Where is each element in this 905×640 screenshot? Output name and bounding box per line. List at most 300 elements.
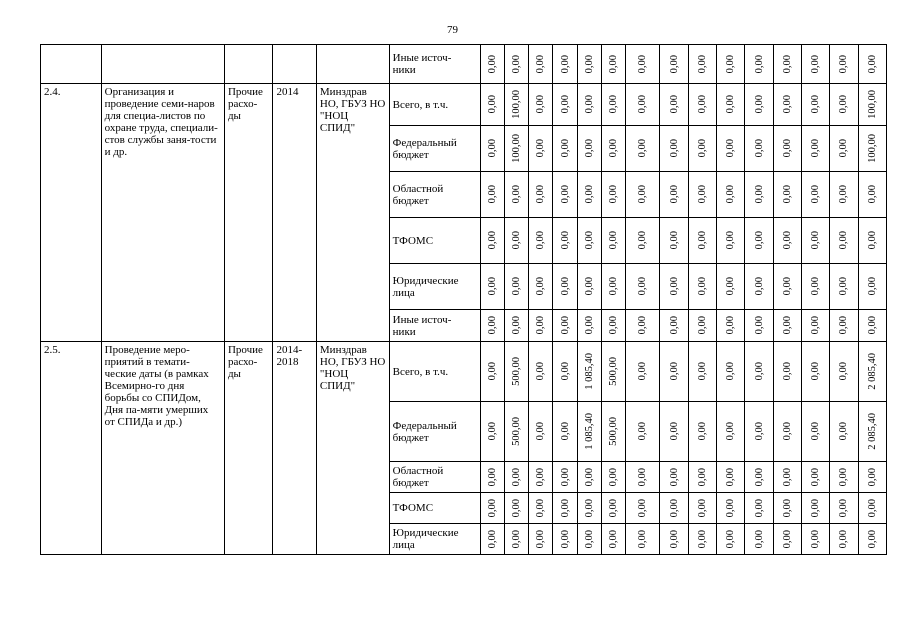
value-text: 0,00 — [781, 362, 793, 381]
value-cell — [801, 45, 829, 84]
value-text: 0,00 — [696, 231, 708, 250]
value-cell — [801, 342, 829, 402]
value-cell — [601, 84, 625, 126]
value-cell — [858, 218, 886, 264]
value-cell — [688, 493, 716, 524]
value-cell — [601, 172, 625, 218]
executor: Минздрав НО, ГБУЗ НО "НОЦ СПИД" — [316, 84, 389, 342]
value-cell — [858, 126, 886, 172]
value-text: 0,00 — [838, 498, 850, 518]
value-cell — [601, 45, 625, 84]
value-text: 0,00 — [866, 54, 878, 74]
value-text: 0,00 — [608, 277, 619, 296]
value-text: 0,00 — [810, 467, 822, 487]
value-cell — [858, 84, 886, 126]
value-text: 0,00 — [838, 529, 850, 549]
value-text: 0,00 — [608, 498, 619, 518]
value-text: 0,00 — [725, 95, 737, 114]
value-cell — [529, 493, 553, 524]
value-cell — [660, 84, 688, 126]
period — [273, 45, 316, 84]
value-cell — [801, 462, 829, 493]
value-text: 100,00 — [866, 134, 878, 163]
value-text: 0,00 — [668, 467, 680, 487]
value-text: 0,00 — [781, 231, 793, 250]
value-cell — [626, 172, 660, 218]
value-cell — [553, 524, 577, 555]
value-text: 0,00 — [559, 95, 571, 114]
value-text: 0,00 — [637, 467, 649, 487]
value-cell — [660, 218, 688, 264]
value-cell — [801, 84, 829, 126]
value-text: 0,00 — [559, 277, 571, 296]
value-text: 0,00 — [838, 316, 850, 335]
value-cell — [717, 524, 745, 555]
value-text: 2 085,40 — [866, 353, 878, 390]
value-cell — [626, 462, 660, 493]
value-text: 0,00 — [753, 422, 765, 441]
value-cell — [601, 462, 625, 493]
value-cell — [773, 462, 801, 493]
value-text: 0,00 — [696, 54, 708, 74]
value-text: 100,00 — [511, 90, 522, 119]
value-cell — [553, 462, 577, 493]
value-text: 0,00 — [535, 231, 547, 250]
value-cell — [504, 264, 528, 310]
value-text: 0,00 — [486, 277, 498, 296]
value-text: 0,00 — [559, 231, 571, 250]
value-cell — [577, 84, 601, 126]
value-cell — [688, 524, 716, 555]
value-cell — [553, 264, 577, 310]
value-text: 0,00 — [637, 316, 649, 335]
value-text: 1 085,40 — [583, 353, 595, 390]
value-text: 0,00 — [753, 231, 765, 250]
funding-source: Юридические лица — [389, 524, 480, 555]
value-text: 0,00 — [486, 467, 498, 487]
expense-type: Прочие расхо-ды — [224, 84, 273, 342]
value-text: 0,00 — [753, 54, 765, 74]
value-cell — [577, 402, 601, 462]
funding-source: Всего, в т.ч. — [389, 84, 480, 126]
value-text: 0,00 — [535, 467, 547, 487]
value-text: 0,00 — [486, 362, 498, 381]
value-cell — [717, 84, 745, 126]
value-cell — [553, 126, 577, 172]
value-text: 0,00 — [486, 231, 498, 250]
value-cell — [773, 402, 801, 462]
item-number: 2.5. — [41, 342, 102, 555]
value-text: 0,00 — [725, 362, 737, 381]
value-cell — [553, 84, 577, 126]
value-text: 0,00 — [753, 362, 765, 381]
value-text: 0,00 — [535, 54, 547, 74]
funding-source: ТФОМС — [389, 493, 480, 524]
value-text: 0,00 — [608, 316, 619, 335]
value-text: 100,00 — [511, 134, 522, 163]
value-cell — [529, 462, 553, 493]
value-cell — [858, 524, 886, 555]
value-cell — [717, 402, 745, 462]
value-cell — [529, 310, 553, 342]
value-text: 0,00 — [486, 316, 498, 335]
value-text: 0,00 — [559, 54, 571, 74]
value-cell — [830, 462, 858, 493]
value-cell — [553, 172, 577, 218]
value-cell — [480, 462, 504, 493]
value-text: 0,00 — [725, 277, 737, 296]
value-cell — [529, 126, 553, 172]
value-text: 0,00 — [583, 529, 595, 549]
value-text: 0,00 — [511, 529, 522, 549]
value-cell — [504, 402, 528, 462]
value-text: 500,00 — [608, 357, 619, 386]
value-cell — [688, 462, 716, 493]
value-text: 500,00 — [511, 357, 522, 386]
funding-source: Всего, в т.ч. — [389, 342, 480, 402]
value-text: 0,00 — [781, 422, 793, 441]
value-text: 0,00 — [511, 467, 522, 487]
value-cell — [745, 493, 773, 524]
value-cell — [626, 84, 660, 126]
value-cell — [717, 342, 745, 402]
value-text: 0,00 — [696, 316, 708, 335]
value-text: 0,00 — [559, 362, 571, 381]
value-cell — [480, 84, 504, 126]
value-text: 0,00 — [696, 95, 708, 114]
period: 2014 — [273, 84, 316, 342]
value-text: 0,00 — [535, 498, 547, 518]
value-text: 0,00 — [535, 362, 547, 381]
value-cell — [660, 462, 688, 493]
value-text: 0,00 — [511, 498, 522, 518]
value-text: 100,00 — [866, 90, 878, 119]
value-cell — [858, 493, 886, 524]
value-cell — [504, 45, 528, 84]
value-cell — [688, 84, 716, 126]
value-text: 0,00 — [696, 185, 708, 204]
value-cell — [626, 493, 660, 524]
value-cell — [858, 264, 886, 310]
value-cell — [858, 45, 886, 84]
value-cell — [745, 172, 773, 218]
value-text: 0,00 — [696, 422, 708, 441]
value-text: 0,00 — [725, 467, 737, 487]
value-cell — [773, 493, 801, 524]
value-cell — [577, 462, 601, 493]
value-cell — [773, 310, 801, 342]
value-cell — [626, 218, 660, 264]
value-cell — [830, 524, 858, 555]
value-text: 0,00 — [753, 529, 765, 549]
value-cell — [717, 264, 745, 310]
value-text: 0,00 — [559, 139, 571, 158]
funding-source: Иные источ- ники — [389, 45, 480, 84]
value-text: 0,00 — [668, 529, 680, 549]
value-cell — [553, 493, 577, 524]
value-cell — [660, 310, 688, 342]
value-text: 0,00 — [535, 185, 547, 204]
value-cell — [529, 402, 553, 462]
value-cell — [529, 218, 553, 264]
value-text: 0,00 — [486, 422, 498, 441]
value-text: 0,00 — [753, 95, 765, 114]
value-text: 0,00 — [781, 277, 793, 296]
value-text: 0,00 — [511, 316, 522, 335]
value-cell — [801, 218, 829, 264]
value-cell — [577, 218, 601, 264]
value-text: 0,00 — [810, 95, 822, 114]
value-text: 0,00 — [753, 185, 765, 204]
value-cell — [660, 264, 688, 310]
item-number: 2.4. — [41, 84, 102, 342]
value-cell — [626, 45, 660, 84]
value-cell — [717, 462, 745, 493]
value-cell — [688, 45, 716, 84]
value-text: 0,00 — [583, 139, 595, 158]
value-text: 0,00 — [668, 422, 680, 441]
value-text: 0,00 — [637, 139, 649, 158]
value-cell — [577, 126, 601, 172]
value-cell — [577, 264, 601, 310]
item-name: Организация и проведение семи-наров для специа-листов по охране труда, специали-стов службы заня-тости и др. — [101, 84, 224, 342]
value-text: 0,00 — [866, 185, 878, 204]
value-cell — [830, 45, 858, 84]
value-cell — [577, 45, 601, 84]
value-text: 0,00 — [583, 467, 595, 487]
executor: Минздрав НО, ГБУЗ НО "НОЦ СПИД" — [316, 342, 389, 555]
value-text: 0,00 — [608, 95, 619, 114]
value-cell — [577, 524, 601, 555]
value-text: 0,00 — [637, 362, 649, 381]
value-text: 0,00 — [810, 277, 822, 296]
value-cell — [858, 310, 886, 342]
value-cell — [745, 218, 773, 264]
value-text: 0,00 — [668, 54, 680, 74]
value-cell — [577, 172, 601, 218]
value-text: 0,00 — [725, 54, 737, 74]
value-cell — [830, 493, 858, 524]
funding-source: ТФОМС — [389, 218, 480, 264]
value-text: 0,00 — [810, 362, 822, 381]
value-text: 0,00 — [838, 139, 850, 158]
value-text: 500,00 — [608, 417, 619, 446]
value-cell — [801, 493, 829, 524]
table-row — [41, 342, 887, 402]
value-cell — [773, 172, 801, 218]
value-cell — [577, 342, 601, 402]
value-cell — [773, 45, 801, 84]
value-cell — [553, 342, 577, 402]
value-cell — [601, 402, 625, 462]
value-cell — [626, 264, 660, 310]
table-row — [41, 84, 887, 126]
value-cell — [717, 172, 745, 218]
value-text: 0,00 — [511, 54, 522, 74]
page-number: 79 — [447, 24, 458, 36]
value-cell — [858, 402, 886, 462]
value-cell — [717, 218, 745, 264]
value-text: 0,00 — [668, 139, 680, 158]
value-text: 0,00 — [559, 422, 571, 441]
value-text: 0,00 — [535, 277, 547, 296]
value-cell — [688, 402, 716, 462]
value-text: 0,00 — [535, 316, 547, 335]
value-text: 0,00 — [608, 139, 619, 158]
value-text: 0,00 — [583, 277, 595, 296]
value-text: 0,00 — [486, 139, 498, 158]
value-text: 0,00 — [810, 422, 822, 441]
value-text: 0,00 — [486, 498, 498, 518]
executor — [316, 45, 389, 84]
value-cell — [688, 264, 716, 310]
value-text: 0,00 — [559, 185, 571, 204]
value-text: 0,00 — [725, 316, 737, 335]
value-cell — [688, 126, 716, 172]
value-text: 0,00 — [696, 498, 708, 518]
value-cell — [717, 310, 745, 342]
value-text: 0,00 — [535, 422, 547, 441]
value-cell — [830, 172, 858, 218]
value-cell — [480, 45, 504, 84]
value-cell — [830, 402, 858, 462]
value-text: 0,00 — [781, 54, 793, 74]
funding-source: Областной бюджет — [389, 462, 480, 493]
value-cell — [801, 126, 829, 172]
value-text: 0,00 — [608, 185, 619, 204]
value-text: 0,00 — [781, 139, 793, 158]
value-cell — [773, 84, 801, 126]
value-text: 0,00 — [486, 529, 498, 549]
value-text: 0,00 — [725, 139, 737, 158]
value-cell — [601, 493, 625, 524]
value-cell — [626, 342, 660, 402]
value-cell — [553, 218, 577, 264]
value-text: 0,00 — [838, 95, 850, 114]
value-cell — [830, 310, 858, 342]
value-cell — [504, 524, 528, 555]
value-text: 0,00 — [810, 529, 822, 549]
value-text: 0,00 — [838, 422, 850, 441]
value-text: 0,00 — [866, 316, 878, 335]
value-cell — [504, 84, 528, 126]
value-text: 0,00 — [810, 316, 822, 335]
value-cell — [480, 264, 504, 310]
value-text: 0,00 — [668, 498, 680, 518]
value-cell — [504, 172, 528, 218]
value-text: 0,00 — [486, 54, 498, 74]
value-text: 0,00 — [781, 529, 793, 549]
value-text: 0,00 — [725, 231, 737, 250]
value-text: 0,00 — [637, 498, 649, 518]
table-row — [41, 45, 887, 84]
value-text: 0,00 — [781, 498, 793, 518]
value-cell — [830, 264, 858, 310]
value-cell — [480, 126, 504, 172]
value-text: 0,00 — [486, 185, 498, 204]
value-cell — [577, 493, 601, 524]
value-text: 0,00 — [511, 277, 522, 296]
value-text: 0,00 — [637, 185, 649, 204]
value-cell — [529, 264, 553, 310]
value-text: 0,00 — [781, 185, 793, 204]
value-cell — [745, 264, 773, 310]
value-text: 0,00 — [608, 467, 619, 487]
value-text: 0,00 — [583, 498, 595, 518]
value-cell — [529, 84, 553, 126]
value-cell — [504, 218, 528, 264]
value-text: 0,00 — [810, 231, 822, 250]
value-text: 0,00 — [559, 467, 571, 487]
value-cell — [858, 462, 886, 493]
value-text: 0,00 — [668, 277, 680, 296]
value-cell — [660, 126, 688, 172]
value-text: 0,00 — [668, 362, 680, 381]
value-cell — [660, 45, 688, 84]
value-text: 0,00 — [866, 498, 878, 518]
value-cell — [773, 342, 801, 402]
value-cell — [480, 493, 504, 524]
value-text: 0,00 — [725, 529, 737, 549]
value-cell — [688, 172, 716, 218]
expense-type: Прочие расхо-ды — [224, 342, 273, 555]
value-text: 0,00 — [810, 139, 822, 158]
value-text: 0,00 — [753, 139, 765, 158]
value-text: 0,00 — [810, 498, 822, 518]
value-cell — [601, 218, 625, 264]
value-text: 0,00 — [583, 54, 595, 74]
value-cell — [480, 342, 504, 402]
value-text: 0,00 — [535, 139, 547, 158]
value-cell — [717, 126, 745, 172]
value-cell — [504, 126, 528, 172]
value-text: 0,00 — [838, 277, 850, 296]
value-text: 0,00 — [583, 316, 595, 335]
value-text: 0,00 — [668, 316, 680, 335]
value-cell — [553, 45, 577, 84]
value-cell — [858, 342, 886, 402]
value-text: 1 085,40 — [583, 413, 595, 450]
value-cell — [626, 402, 660, 462]
value-text: 0,00 — [559, 316, 571, 335]
value-text: 0,00 — [753, 316, 765, 335]
value-cell — [626, 126, 660, 172]
value-cell — [626, 310, 660, 342]
value-text: 0,00 — [838, 231, 850, 250]
value-text: 0,00 — [668, 231, 680, 250]
value-cell — [830, 84, 858, 126]
value-text: 0,00 — [753, 467, 765, 487]
value-cell — [601, 524, 625, 555]
value-cell — [660, 172, 688, 218]
period: 2014-2018 — [273, 342, 316, 555]
value-cell — [504, 310, 528, 342]
value-cell — [601, 342, 625, 402]
item-name — [101, 45, 224, 84]
value-cell — [830, 342, 858, 402]
value-text: 0,00 — [637, 54, 649, 74]
value-text: 0,00 — [810, 54, 822, 74]
funding-source: Областной бюджет — [389, 172, 480, 218]
value-cell — [773, 264, 801, 310]
value-cell — [801, 524, 829, 555]
value-text: 0,00 — [637, 231, 649, 250]
value-text: 2 085,40 — [866, 413, 878, 450]
value-cell — [688, 310, 716, 342]
value-text: 0,00 — [781, 95, 793, 114]
value-cell — [601, 126, 625, 172]
value-cell — [480, 524, 504, 555]
